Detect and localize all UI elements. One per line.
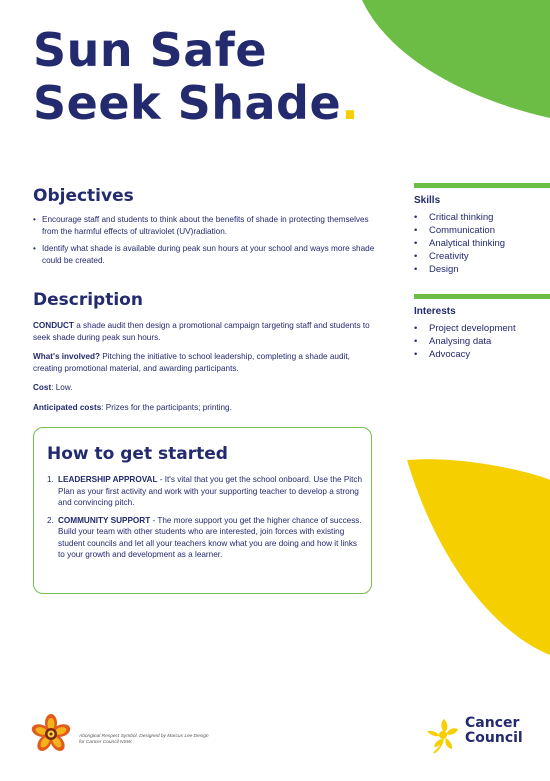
interests-list: [414, 322, 516, 361]
skill-item: • Design: [414, 263, 505, 276]
title-line-1: Sun Safe: [33, 23, 268, 77]
logo-line-2: Council: [465, 730, 523, 746]
aboriginal-respect-symbol-icon: [31, 714, 71, 754]
skills-list: [414, 211, 505, 276]
interest-item: • Advocacy: [414, 348, 516, 361]
cancer-council-logo-text: [465, 716, 523, 746]
interest-item: • Analysing data: [414, 335, 516, 348]
description-body: [33, 320, 378, 421]
skills-heading: Skills: [414, 195, 441, 206]
objective-item: • Encourage staff and students to think about the benefits of shade in protecting themselves from the harmful effects of ultraviolet (UV)radiation.: [33, 214, 378, 237]
get-started-item: 2. COMMUNITY SUPPORT - The more support you get the higher chance of success. Build your team with other students who are interested, join forces with existing student councils and let all your teachers know what you are doing and how it links to your growth and development as a learner.: [47, 515, 362, 559]
description-paragraph: Anticipated costs: Prizes for the participants; printing.: [33, 402, 232, 412]
title-line-2: Seek Shade.: [33, 76, 360, 130]
description-paragraph: Cost: Low.: [33, 383, 73, 392]
skills-divider: [414, 183, 550, 188]
get-started-list: [47, 474, 363, 567]
respect-symbol-credit: Aboriginal Respect Symbol. Designed by Marcus Lee Design for Cancer Council NSW.: [79, 734, 209, 745]
get-started-box: [33, 427, 372, 594]
interests-heading: Interests: [414, 306, 456, 317]
page-title: [33, 24, 359, 130]
interests-divider: [414, 294, 550, 299]
logo-line-1: Cancer: [465, 715, 520, 731]
get-started-heading: How to get started: [47, 444, 228, 464]
skill-item: • Analytical thinking: [414, 237, 505, 250]
description-heading: Description: [33, 290, 143, 310]
skill-item: • Communication: [414, 224, 505, 237]
objective-item: • Identify what shade is available during peak sun hours at your school and ways more shade could be created.: [33, 243, 378, 266]
get-started-item: 1. LEADERSHIP APPROVAL - It's vital that you get the school onboard. Use the Pitch Plan as your first activity and work with your supporting teacher to develop a strong and convincing pitch.: [47, 475, 363, 507]
description-paragraph: CONDUCT a shade audit then design a promotional campaign targeting staff and students to seek shade during peak sun hours.: [33, 321, 370, 342]
interest-item: • Project development: [414, 322, 516, 335]
skill-item: • Critical thinking: [414, 211, 505, 224]
title-dot: .: [341, 76, 360, 130]
objectives-heading: Objectives: [33, 186, 134, 206]
description-paragraph: What's involved? Pitching the initiative to school leadership, completing a shade audit, creating promotional material, and awarding participants.: [33, 352, 350, 373]
daffodil-icon: [422, 715, 464, 755]
objectives-list: [33, 214, 378, 272]
skill-item: • Creativity: [414, 250, 505, 263]
